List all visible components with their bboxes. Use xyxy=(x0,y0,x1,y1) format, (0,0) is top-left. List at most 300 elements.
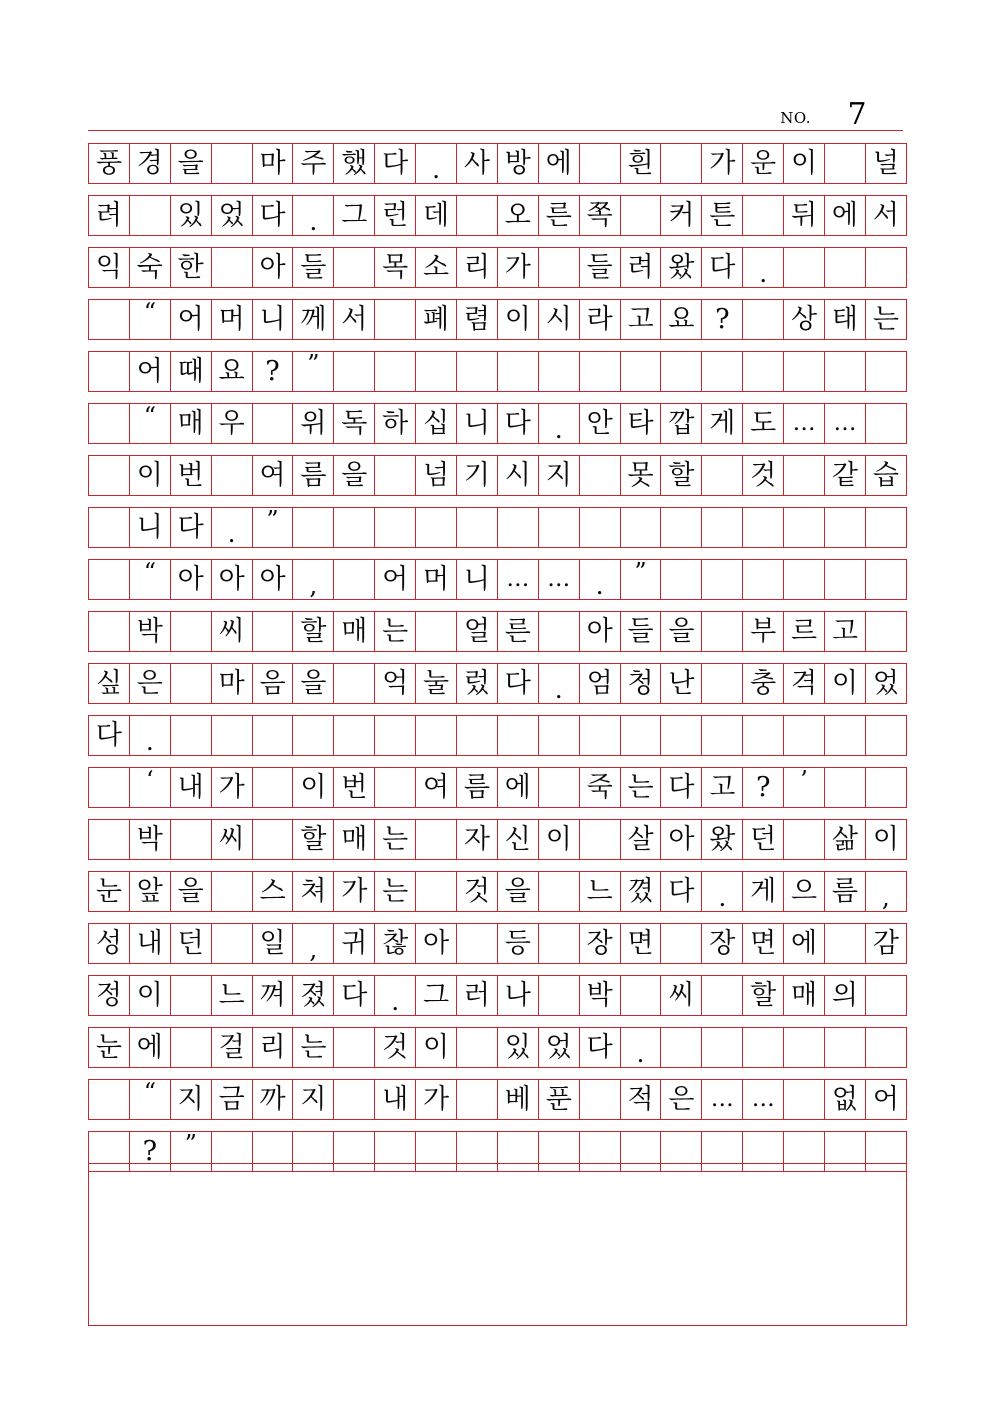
manuscript-cell-empty[interactable] xyxy=(253,768,294,807)
manuscript-cell[interactable]: 우 xyxy=(212,404,253,443)
manuscript-cell[interactable]: 금 xyxy=(212,1080,253,1119)
manuscript-cell[interactable]: 라 xyxy=(580,300,621,339)
manuscript-cell[interactable]: 름 xyxy=(825,872,866,911)
manuscript-cell[interactable]: 는 xyxy=(375,872,416,911)
manuscript-cell-empty[interactable] xyxy=(825,768,866,807)
manuscript-cell-empty[interactable] xyxy=(253,820,294,859)
manuscript-cell-empty[interactable] xyxy=(702,976,743,1015)
manuscript-cell-empty[interactable] xyxy=(743,1028,784,1067)
manuscript-cell[interactable]: 눈 xyxy=(89,1028,130,1067)
manuscript-cell-empty[interactable] xyxy=(89,820,130,859)
manuscript-cell[interactable]: 께 xyxy=(293,300,334,339)
manuscript-cell-empty[interactable] xyxy=(334,248,375,287)
manuscript-cell[interactable]: 매 xyxy=(334,820,375,859)
manuscript-cell[interactable]: 지 xyxy=(539,456,580,495)
manuscript-cell[interactable]: 박 xyxy=(580,976,621,1015)
manuscript-cell[interactable]: “ xyxy=(130,300,171,339)
manuscript-cell-empty[interactable] xyxy=(171,664,212,703)
manuscript-cell[interactable]: 아 xyxy=(580,612,621,651)
manuscript-cell[interactable]: 나 xyxy=(498,976,539,1015)
manuscript-cell[interactable]: 가 xyxy=(498,248,539,287)
manuscript-cell[interactable]: 었 xyxy=(212,196,253,235)
manuscript-cell[interactable]: 정 xyxy=(89,976,130,1015)
manuscript-cell-empty[interactable] xyxy=(784,1028,825,1067)
manuscript-cell-empty[interactable] xyxy=(498,508,539,547)
manuscript-cell-empty[interactable] xyxy=(743,196,784,235)
manuscript-cell[interactable]: 여 xyxy=(253,456,294,495)
manuscript-cell[interactable]: 베 xyxy=(498,1080,539,1119)
manuscript-cell[interactable]: 억 xyxy=(375,664,416,703)
manuscript-cell[interactable]: 음 xyxy=(253,664,294,703)
manuscript-cell[interactable]: … xyxy=(498,560,539,599)
manuscript-cell[interactable]: 상 xyxy=(784,300,825,339)
manuscript-cell-empty[interactable] xyxy=(661,1028,702,1067)
manuscript-cell[interactable]: 장 xyxy=(702,924,743,963)
manuscript-cell[interactable]: 을 xyxy=(171,872,212,911)
manuscript-cell[interactable]: 아 xyxy=(253,248,294,287)
manuscript-cell-empty[interactable] xyxy=(866,508,907,547)
manuscript-cell[interactable]: 하 xyxy=(375,404,416,443)
manuscript-cell[interactable]: 눈 xyxy=(89,872,130,911)
manuscript-cell-empty[interactable] xyxy=(212,144,253,183)
manuscript-cell-empty[interactable] xyxy=(866,1028,907,1067)
manuscript-cell-empty[interactable] xyxy=(784,1080,825,1119)
manuscript-cell[interactable]: 씨 xyxy=(212,612,253,651)
manuscript-cell-empty[interactable] xyxy=(375,456,416,495)
manuscript-cell[interactable]: 려 xyxy=(89,196,130,235)
manuscript-cell[interactable]: 던 xyxy=(743,820,784,859)
manuscript-cell[interactable]: 습 xyxy=(866,456,907,495)
manuscript-cell[interactable]: … xyxy=(702,1080,743,1119)
manuscript-cell-empty[interactable] xyxy=(539,352,580,391)
manuscript-cell[interactable]: 뒤 xyxy=(784,196,825,235)
manuscript-cell[interactable]: 살 xyxy=(621,820,662,859)
manuscript-cell[interactable]: 깝 xyxy=(661,404,702,443)
manuscript-cell-empty[interactable] xyxy=(89,1080,130,1119)
manuscript-cell[interactable]: 다 xyxy=(171,508,212,547)
manuscript-cell[interactable]: 숙 xyxy=(130,248,171,287)
manuscript-cell-empty[interactable] xyxy=(89,456,130,495)
manuscript-cell[interactable]: 내 xyxy=(171,768,212,807)
manuscript-cell[interactable]: 아 xyxy=(253,560,294,599)
manuscript-cell[interactable]: 시 xyxy=(539,300,580,339)
manuscript-cell-empty[interactable] xyxy=(580,716,621,755)
manuscript-cell-empty[interactable] xyxy=(621,196,662,235)
manuscript-cell[interactable]: 껴 xyxy=(253,976,294,1015)
manuscript-cell[interactable]: 가 xyxy=(702,144,743,183)
manuscript-cell[interactable]: 에 xyxy=(825,196,866,235)
manuscript-cell[interactable]: 르 xyxy=(784,612,825,651)
manuscript-cell-empty[interactable] xyxy=(825,560,866,599)
manuscript-cell-empty[interactable] xyxy=(334,560,375,599)
manuscript-cell[interactable]: 십 xyxy=(416,404,457,443)
manuscript-cell[interactable]: 쳐 xyxy=(293,872,334,911)
manuscript-cell[interactable]: 에 xyxy=(539,144,580,183)
manuscript-cell-empty[interactable] xyxy=(784,248,825,287)
manuscript-cell[interactable]: 게 xyxy=(702,404,743,443)
manuscript-cell[interactable]: , xyxy=(293,924,334,963)
manuscript-cell[interactable]: 꼈 xyxy=(621,872,662,911)
manuscript-cell-empty[interactable] xyxy=(89,404,130,443)
manuscript-cell[interactable]: 고 xyxy=(825,612,866,651)
manuscript-cell[interactable]: 을 xyxy=(293,664,334,703)
manuscript-cell[interactable]: , xyxy=(866,872,907,911)
manuscript-cell[interactable]: 기 xyxy=(457,456,498,495)
manuscript-cell[interactable]: 소 xyxy=(416,248,457,287)
manuscript-cell[interactable]: 느 xyxy=(580,872,621,911)
manuscript-cell[interactable]: 에 xyxy=(498,768,539,807)
manuscript-cell[interactable]: . xyxy=(293,196,334,235)
manuscript-cell[interactable]: 일 xyxy=(253,924,294,963)
manuscript-cell[interactable]: 스 xyxy=(253,872,294,911)
manuscript-cell[interactable]: 까 xyxy=(253,1080,294,1119)
manuscript-cell[interactable]: 사 xyxy=(457,144,498,183)
manuscript-cell-empty[interactable] xyxy=(743,352,784,391)
manuscript-cell[interactable]: ? xyxy=(702,300,743,339)
manuscript-cell-empty[interactable] xyxy=(661,560,702,599)
manuscript-cell-empty[interactable] xyxy=(784,716,825,755)
manuscript-cell[interactable]: 들 xyxy=(580,248,621,287)
manuscript-cell[interactable]: 도 xyxy=(743,404,784,443)
manuscript-cell[interactable]: … xyxy=(539,560,580,599)
manuscript-cell[interactable]: 목 xyxy=(375,248,416,287)
manuscript-cell-empty[interactable] xyxy=(866,716,907,755)
manuscript-cell[interactable]: 같 xyxy=(825,456,866,495)
manuscript-cell-empty[interactable] xyxy=(784,456,825,495)
manuscript-cell[interactable]: . xyxy=(580,560,621,599)
manuscript-cell[interactable]: ‘ xyxy=(130,768,171,807)
manuscript-cell-empty[interactable] xyxy=(743,300,784,339)
manuscript-cell-empty[interactable] xyxy=(171,820,212,859)
manuscript-cell[interactable]: 다 xyxy=(375,144,416,183)
manuscript-cell[interactable]: 있 xyxy=(171,196,212,235)
manuscript-cell[interactable]: 엄 xyxy=(580,664,621,703)
manuscript-cell[interactable]: 폐 xyxy=(416,300,457,339)
manuscript-cell[interactable]: 격 xyxy=(784,664,825,703)
manuscript-cell[interactable]: 다 xyxy=(253,196,294,235)
manuscript-cell[interactable]: 다 xyxy=(334,976,375,1015)
manuscript-cell[interactable]: 을 xyxy=(171,144,212,183)
manuscript-cell[interactable]: 여 xyxy=(416,768,457,807)
manuscript-cell-empty[interactable] xyxy=(702,352,743,391)
manuscript-cell[interactable]: 가 xyxy=(212,768,253,807)
manuscript-cell-empty[interactable] xyxy=(702,456,743,495)
manuscript-cell-empty[interactable] xyxy=(825,716,866,755)
manuscript-cell-empty[interactable] xyxy=(89,768,130,807)
manuscript-cell[interactable]: 머 xyxy=(212,300,253,339)
manuscript-cell-empty[interactable] xyxy=(212,716,253,755)
manuscript-cell[interactable]: 오 xyxy=(498,196,539,235)
manuscript-cell-empty[interactable] xyxy=(539,612,580,651)
manuscript-cell[interactable]: 앞 xyxy=(130,872,171,911)
manuscript-cell[interactable]: 으 xyxy=(784,872,825,911)
manuscript-cell[interactable]: 어 xyxy=(866,1080,907,1119)
manuscript-cell-empty[interactable] xyxy=(212,248,253,287)
manuscript-cell[interactable]: 매 xyxy=(784,976,825,1015)
manuscript-cell[interactable]: 자 xyxy=(457,820,498,859)
manuscript-cell-empty[interactable] xyxy=(253,404,294,443)
manuscript-cell-empty[interactable] xyxy=(539,248,580,287)
manuscript-cell-empty[interactable] xyxy=(580,1080,621,1119)
manuscript-cell[interactable]: 위 xyxy=(293,404,334,443)
manuscript-cell-empty[interactable] xyxy=(293,508,334,547)
manuscript-cell[interactable]: 름 xyxy=(457,768,498,807)
manuscript-cell[interactable]: 다 xyxy=(498,404,539,443)
manuscript-cell[interactable]: 리 xyxy=(253,1028,294,1067)
manuscript-cell[interactable]: 흰 xyxy=(621,144,662,183)
manuscript-cell-empty[interactable] xyxy=(375,716,416,755)
manuscript-cell-empty[interactable] xyxy=(539,924,580,963)
manuscript-cell[interactable]: 부 xyxy=(743,612,784,651)
manuscript-cell-empty[interactable] xyxy=(457,196,498,235)
manuscript-cell-empty[interactable] xyxy=(621,716,662,755)
manuscript-cell[interactable]: 푼 xyxy=(539,1080,580,1119)
manuscript-cell-empty[interactable] xyxy=(171,1028,212,1067)
manuscript-cell[interactable]: 청 xyxy=(621,664,662,703)
manuscript-cell[interactable]: 익 xyxy=(89,248,130,287)
manuscript-cell[interactable]: . xyxy=(621,1028,662,1067)
manuscript-cell-empty[interactable] xyxy=(416,820,457,859)
manuscript-cell[interactable]: 는 xyxy=(293,1028,334,1067)
manuscript-cell[interactable]: 다 xyxy=(89,716,130,755)
manuscript-cell[interactable]: 에 xyxy=(784,924,825,963)
manuscript-cell[interactable]: 얼 xyxy=(457,612,498,651)
manuscript-cell[interactable]: 어 xyxy=(375,560,416,599)
manuscript-cell[interactable]: 없 xyxy=(825,1080,866,1119)
manuscript-cell-empty[interactable] xyxy=(457,508,498,547)
manuscript-cell-empty[interactable] xyxy=(825,924,866,963)
manuscript-cell[interactable]: 씨 xyxy=(661,976,702,1015)
manuscript-cell[interactable]: 씨 xyxy=(212,820,253,859)
manuscript-cell[interactable]: . xyxy=(212,508,253,547)
manuscript-cell[interactable]: 다 xyxy=(702,248,743,287)
manuscript-cell[interactable]: 번 xyxy=(334,768,375,807)
manuscript-cell-empty[interactable] xyxy=(580,820,621,859)
manuscript-cell[interactable]: 걸 xyxy=(212,1028,253,1067)
manuscript-cell[interactable]: 한 xyxy=(171,248,212,287)
manuscript-cell[interactable]: 고 xyxy=(621,300,662,339)
manuscript-cell[interactable]: “ xyxy=(130,1080,171,1119)
manuscript-cell[interactable]: 태 xyxy=(825,300,866,339)
manuscript-cell[interactable]: 게 xyxy=(743,872,784,911)
manuscript-cell[interactable]: 면 xyxy=(621,924,662,963)
manuscript-cell-empty[interactable] xyxy=(661,352,702,391)
manuscript-cell[interactable]: 졌 xyxy=(293,976,334,1015)
manuscript-cell-empty[interactable] xyxy=(661,924,702,963)
manuscript-cell[interactable]: 는 xyxy=(375,820,416,859)
manuscript-cell-empty[interactable] xyxy=(293,716,334,755)
manuscript-cell[interactable]: 머 xyxy=(416,560,457,599)
manuscript-cell[interactable]: 죽 xyxy=(580,768,621,807)
manuscript-cell[interactable]: 튼 xyxy=(702,196,743,235)
manuscript-cell[interactable]: 지 xyxy=(293,1080,334,1119)
manuscript-cell[interactable]: 내 xyxy=(375,1080,416,1119)
manuscript-cell-empty[interactable] xyxy=(375,508,416,547)
manuscript-cell[interactable]: 것 xyxy=(457,872,498,911)
manuscript-cell-empty[interactable] xyxy=(825,248,866,287)
manuscript-cell[interactable]: 삶 xyxy=(825,820,866,859)
manuscript-cell-empty[interactable] xyxy=(621,352,662,391)
manuscript-cell[interactable]: 고 xyxy=(702,768,743,807)
manuscript-cell[interactable]: 신 xyxy=(498,820,539,859)
manuscript-cell[interactable]: 이 xyxy=(130,976,171,1015)
manuscript-cell-empty[interactable] xyxy=(89,560,130,599)
manuscript-cell-empty[interactable] xyxy=(498,716,539,755)
manuscript-cell-empty[interactable] xyxy=(784,820,825,859)
manuscript-cell-empty[interactable] xyxy=(89,352,130,391)
manuscript-cell-empty[interactable] xyxy=(866,612,907,651)
manuscript-cell[interactable]: 가 xyxy=(334,872,375,911)
manuscript-cell[interactable]: 니 xyxy=(253,300,294,339)
manuscript-cell[interactable]: 니 xyxy=(130,508,171,547)
manuscript-cell-empty[interactable] xyxy=(212,872,253,911)
manuscript-cell-empty[interactable] xyxy=(702,508,743,547)
manuscript-cell[interactable]: 렴 xyxy=(457,300,498,339)
manuscript-cell[interactable]: 들 xyxy=(293,248,334,287)
manuscript-cell-empty[interactable] xyxy=(539,716,580,755)
manuscript-cell-empty[interactable] xyxy=(580,508,621,547)
manuscript-cell[interactable]: 렀 xyxy=(457,664,498,703)
manuscript-cell[interactable]: 런 xyxy=(375,196,416,235)
manuscript-cell-empty[interactable] xyxy=(702,664,743,703)
manuscript-cell[interactable]: 의 xyxy=(825,976,866,1015)
manuscript-cell[interactable]: 찮 xyxy=(375,924,416,963)
manuscript-cell-empty[interactable] xyxy=(866,560,907,599)
manuscript-cell[interactable]: . xyxy=(130,716,171,755)
manuscript-cell[interactable]: 었 xyxy=(539,1028,580,1067)
manuscript-cell[interactable]: 쪽 xyxy=(580,196,621,235)
manuscript-cell-empty[interactable] xyxy=(621,976,662,1015)
manuscript-cell-empty[interactable] xyxy=(743,716,784,755)
manuscript-cell[interactable]: 박 xyxy=(130,820,171,859)
manuscript-cell[interactable]: 장 xyxy=(580,924,621,963)
manuscript-cell-empty[interactable] xyxy=(866,976,907,1015)
manuscript-cell-empty[interactable] xyxy=(702,560,743,599)
manuscript-cell[interactable]: 것 xyxy=(743,456,784,495)
manuscript-cell[interactable]: 이 xyxy=(293,768,334,807)
manuscript-cell[interactable]: 이 xyxy=(498,300,539,339)
manuscript-cell[interactable]: 려 xyxy=(621,248,662,287)
manuscript-cell[interactable]: 할 xyxy=(743,976,784,1015)
manuscript-cell-empty[interactable] xyxy=(375,352,416,391)
manuscript-cell[interactable]: 다 xyxy=(661,872,702,911)
manuscript-cell[interactable]: 러 xyxy=(457,976,498,1015)
manuscript-cell[interactable]: 이 xyxy=(130,456,171,495)
manuscript-cell[interactable]: … xyxy=(784,404,825,443)
manuscript-cell[interactable]: ? xyxy=(130,1132,171,1171)
manuscript-cell[interactable]: . xyxy=(375,976,416,1015)
manuscript-cell[interactable]: 눌 xyxy=(416,664,457,703)
manuscript-cell[interactable]: 할 xyxy=(293,820,334,859)
manuscript-cell[interactable]: 매 xyxy=(171,404,212,443)
manuscript-cell[interactable]: “ xyxy=(130,404,171,443)
manuscript-cell-empty[interactable] xyxy=(702,612,743,651)
manuscript-cell[interactable]: 아 xyxy=(416,924,457,963)
manuscript-cell-empty[interactable] xyxy=(130,196,171,235)
manuscript-cell[interactable]: 것 xyxy=(375,1028,416,1067)
manuscript-cell-empty[interactable] xyxy=(416,508,457,547)
manuscript-cell[interactable]: 다 xyxy=(498,664,539,703)
manuscript-cell[interactable]: 이 xyxy=(416,1028,457,1067)
manuscript-cell[interactable]: 어 xyxy=(130,352,171,391)
manuscript-cell-empty[interactable] xyxy=(457,1080,498,1119)
manuscript-cell[interactable]: ’ xyxy=(784,768,825,807)
manuscript-cell-empty[interactable] xyxy=(621,508,662,547)
manuscript-cell[interactable]: 못 xyxy=(621,456,662,495)
manuscript-cell-empty[interactable] xyxy=(375,300,416,339)
manuscript-cell[interactable]: 서 xyxy=(866,196,907,235)
manuscript-cell[interactable]: 그 xyxy=(334,196,375,235)
manuscript-cell[interactable]: 는 xyxy=(375,612,416,651)
manuscript-cell[interactable]: 데 xyxy=(416,196,457,235)
manuscript-cell[interactable]: 었 xyxy=(866,664,907,703)
manuscript-cell-empty[interactable] xyxy=(866,248,907,287)
manuscript-cell[interactable]: 는 xyxy=(621,768,662,807)
manuscript-cell[interactable]: . xyxy=(539,404,580,443)
manuscript-cell-empty[interactable] xyxy=(743,508,784,547)
manuscript-cell[interactable]: 싶 xyxy=(89,664,130,703)
manuscript-cell[interactable]: 을 xyxy=(498,872,539,911)
manuscript-cell-empty[interactable] xyxy=(212,924,253,963)
manuscript-cell-empty[interactable] xyxy=(375,768,416,807)
manuscript-cell[interactable]: 마 xyxy=(253,144,294,183)
manuscript-cell[interactable]: 다 xyxy=(580,1028,621,1067)
manuscript-cell-empty[interactable] xyxy=(539,976,580,1015)
manuscript-cell-empty[interactable] xyxy=(416,612,457,651)
manuscript-cell[interactable]: 에 xyxy=(130,1028,171,1067)
manuscript-cell[interactable]: 널 xyxy=(866,144,907,183)
manuscript-cell[interactable]: 아 xyxy=(661,820,702,859)
manuscript-cell[interactable]: 적 xyxy=(621,1080,662,1119)
manuscript-cell-empty[interactable] xyxy=(89,508,130,547)
manuscript-cell-empty[interactable] xyxy=(825,144,866,183)
manuscript-cell-empty[interactable] xyxy=(498,352,539,391)
manuscript-cell-empty[interactable] xyxy=(457,1028,498,1067)
manuscript-cell[interactable]: 요 xyxy=(212,352,253,391)
manuscript-cell[interactable]: 을 xyxy=(661,612,702,651)
manuscript-cell[interactable]: 주 xyxy=(293,144,334,183)
manuscript-cell-empty[interactable] xyxy=(743,560,784,599)
manuscript-cell[interactable]: 왔 xyxy=(702,820,743,859)
manuscript-cell-empty[interactable] xyxy=(866,404,907,443)
manuscript-cell[interactable]: 른 xyxy=(539,196,580,235)
manuscript-cell-empty[interactable] xyxy=(825,1028,866,1067)
manuscript-cell[interactable]: 이 xyxy=(825,664,866,703)
manuscript-cell-empty[interactable] xyxy=(416,716,457,755)
manuscript-cell[interactable]: 는 xyxy=(866,300,907,339)
manuscript-cell[interactable]: “ xyxy=(130,560,171,599)
manuscript-cell[interactable]: ? xyxy=(253,352,294,391)
manuscript-cell[interactable]: 면 xyxy=(743,924,784,963)
manuscript-cell-empty[interactable] xyxy=(457,716,498,755)
manuscript-cell-empty[interactable] xyxy=(334,716,375,755)
manuscript-cell[interactable]: 이 xyxy=(866,820,907,859)
manuscript-cell-empty[interactable] xyxy=(457,924,498,963)
manuscript-cell-empty[interactable] xyxy=(702,1028,743,1067)
manuscript-cell-empty[interactable] xyxy=(784,508,825,547)
manuscript-cell-empty[interactable] xyxy=(171,716,212,755)
manuscript-cell[interactable]: 커 xyxy=(661,196,702,235)
manuscript-cell[interactable]: . xyxy=(743,248,784,287)
manuscript-cell[interactable]: . xyxy=(539,664,580,703)
manuscript-cell-empty[interactable] xyxy=(702,716,743,755)
manuscript-cell-empty[interactable] xyxy=(171,976,212,1015)
manuscript-cell[interactable]: … xyxy=(825,404,866,443)
manuscript-cell-empty[interactable] xyxy=(89,300,130,339)
manuscript-cell-empty[interactable] xyxy=(171,612,212,651)
manuscript-cell[interactable]: 요 xyxy=(661,300,702,339)
manuscript-cell-empty[interactable] xyxy=(539,768,580,807)
